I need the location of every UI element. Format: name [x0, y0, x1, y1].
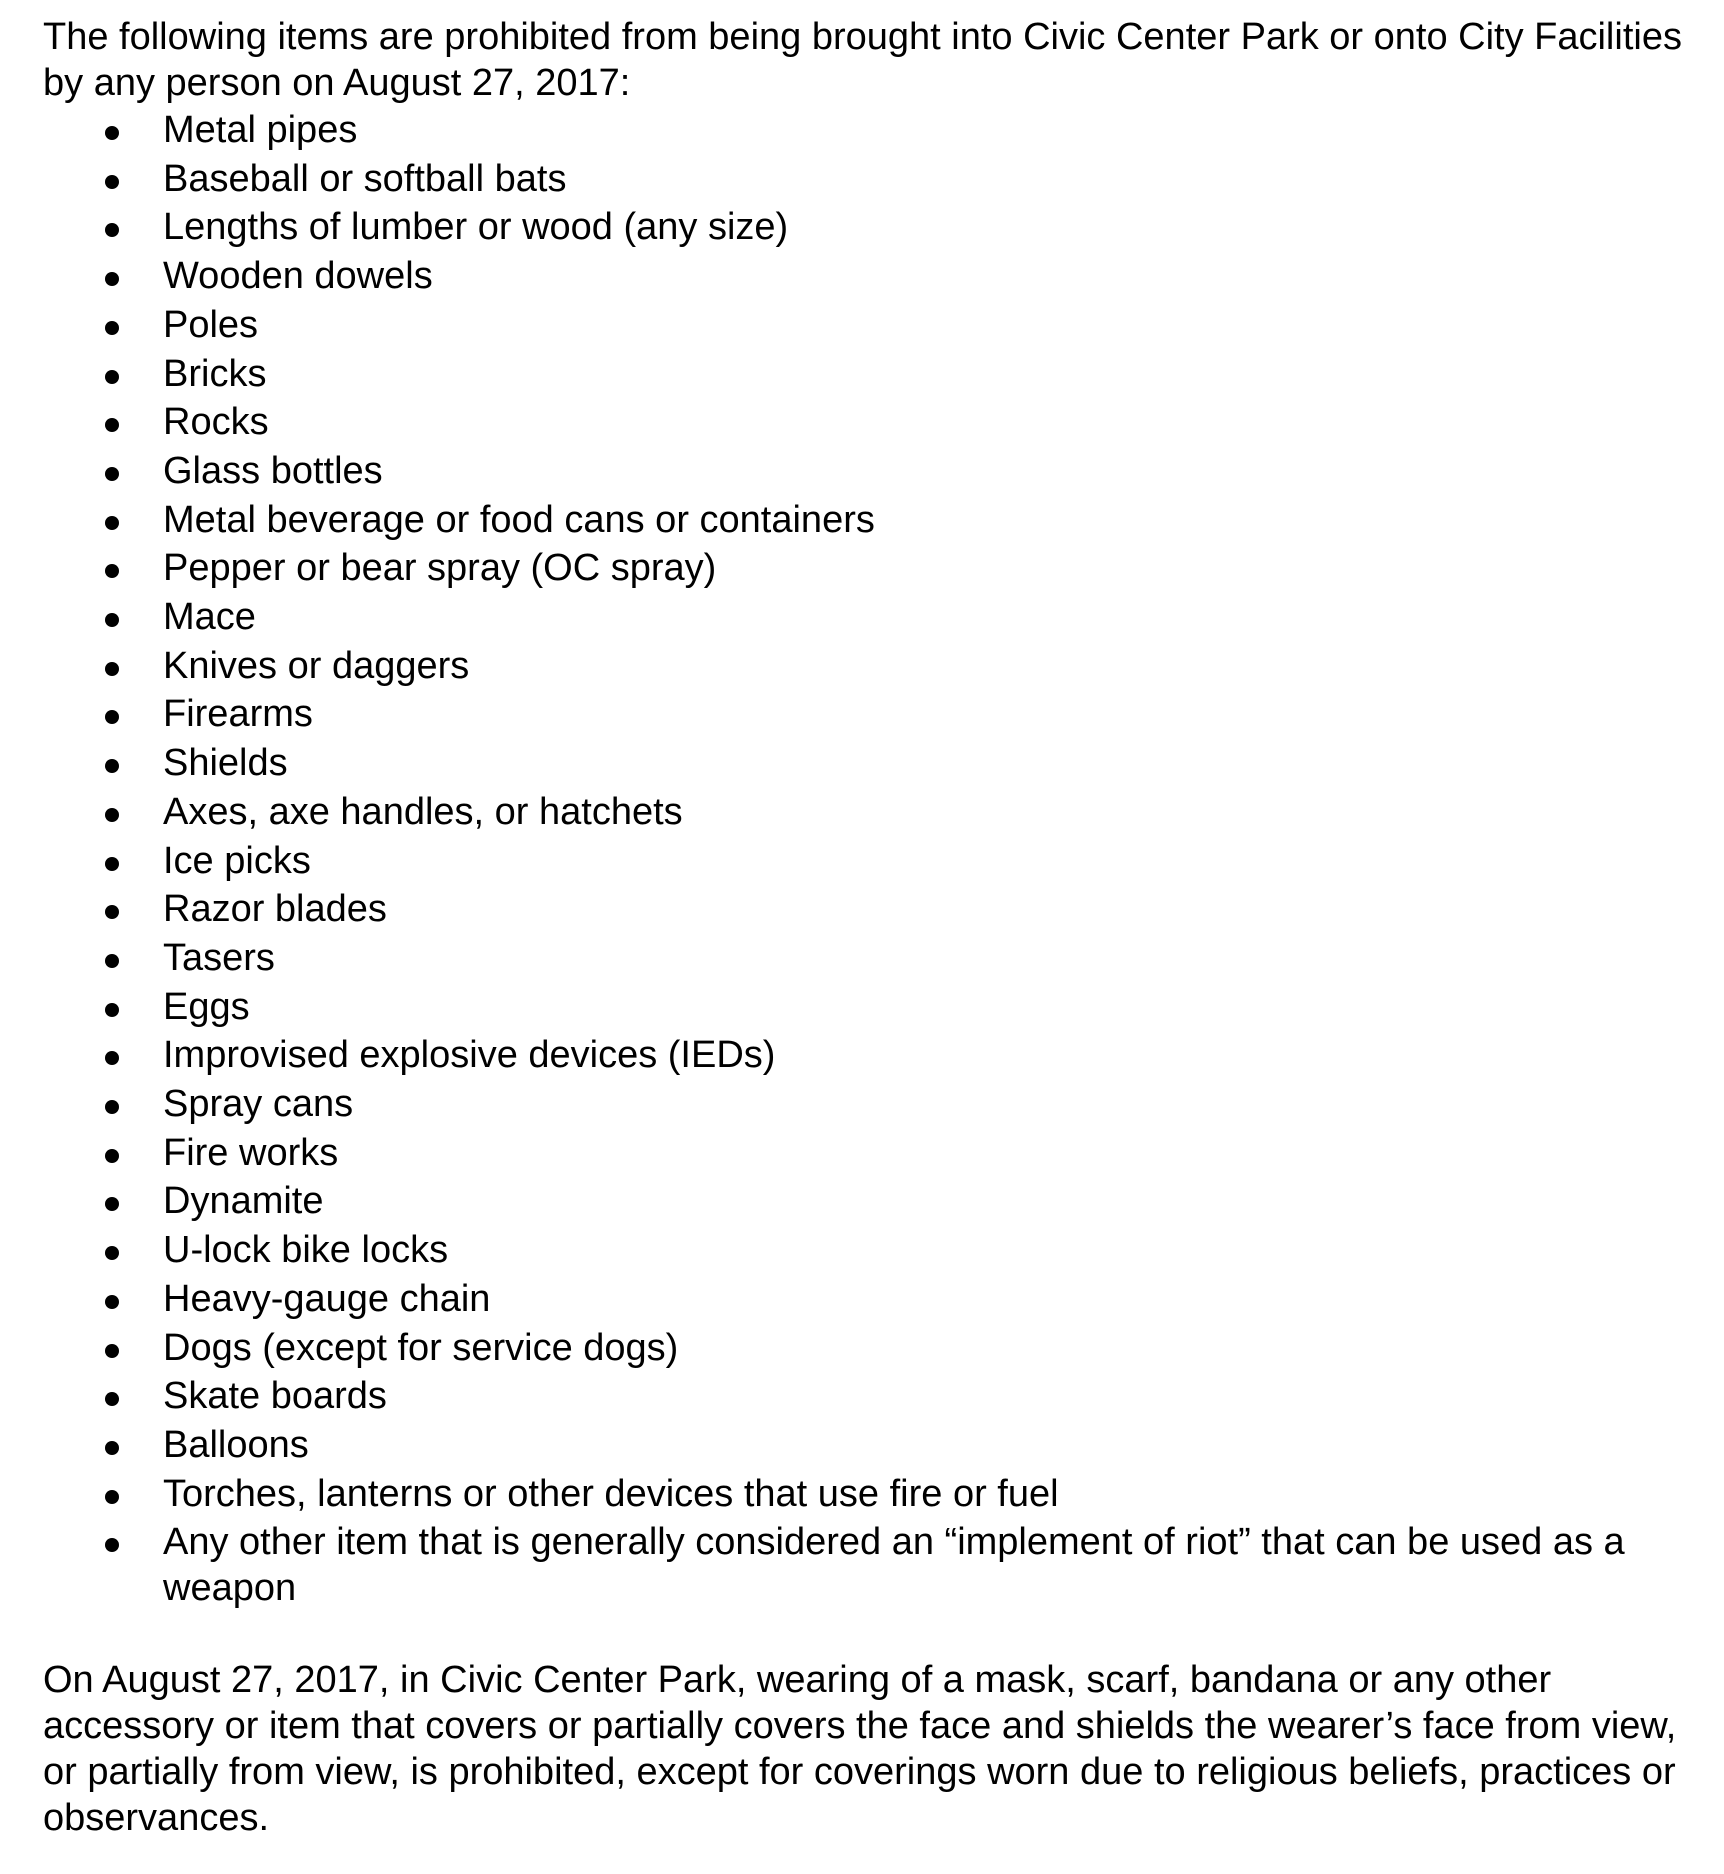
list-item	[43, 1518, 1713, 1611]
list-item	[43, 106, 1713, 155]
bullet-icon	[105, 321, 119, 335]
list-item-text: Improvised explosive devices (IEDs)	[163, 1034, 776, 1077]
list-item	[43, 1031, 1713, 1080]
bullet-icon	[105, 857, 119, 871]
list-item	[43, 642, 1713, 691]
bullet-icon	[105, 954, 119, 968]
bullet-icon	[105, 1051, 119, 1065]
bullet-icon	[105, 1295, 119, 1309]
list-item-text: Knives or daggers	[163, 644, 470, 687]
list-item-text: Metal pipes	[163, 109, 358, 151]
intro-paragraph: The following items are prohibited from being brought into Civic Center Park or onto City Facilities by any person on August 27, 2017:	[43, 16, 1682, 104]
list-item	[43, 1129, 1713, 1178]
list-item	[43, 1177, 1713, 1226]
list-item	[43, 252, 1713, 301]
list-item-text: Razor blades	[163, 888, 387, 931]
list-item	[43, 1372, 1713, 1421]
list-item	[43, 690, 1713, 739]
list-item	[43, 203, 1713, 252]
bullet-icon	[105, 1538, 119, 1552]
bullet-icon	[105, 418, 119, 432]
outro-paragraph: On August 27, 2017, in Civic Center Park, wearing of a mask, scarf, bandana or any other accessory or item that covers or partially covers the face and shields the wearer’s face from view, or partially from view, is prohibited, except for coverings worn due to religious beliefs, practices or observances.	[43, 1659, 1677, 1840]
bullet-icon	[105, 1490, 119, 1504]
list-item	[43, 934, 1713, 983]
bullet-icon	[105, 1441, 119, 1455]
list-item-text: Spray cans	[163, 1083, 354, 1126]
list-item-text: Pepper or bear spray (OC spray)	[163, 547, 717, 590]
bullet-icon	[105, 710, 119, 724]
list-item	[43, 1421, 1713, 1470]
list-item	[43, 788, 1713, 837]
list-item-text: Firearms	[163, 693, 313, 736]
list-item	[43, 983, 1713, 1032]
bullet-icon	[105, 1149, 119, 1163]
bullet-icon	[105, 1003, 119, 1017]
prohibited-items-list	[43, 106, 1683, 1611]
bullet-icon	[105, 613, 119, 627]
bullet-icon	[105, 1344, 119, 1358]
bullet-icon	[105, 759, 119, 773]
bullet-icon	[105, 370, 119, 384]
bullet-icon	[105, 126, 119, 140]
list-item	[43, 1470, 1713, 1519]
list-item-text: Eggs	[163, 985, 250, 1028]
list-item	[43, 301, 1713, 350]
list-item-text: U-lock bike locks	[163, 1229, 449, 1272]
list-item-text: Heavy-gauge chain	[163, 1277, 491, 1320]
bullet-icon	[105, 1100, 119, 1114]
list-item-text: Balloons	[163, 1423, 309, 1466]
list-item-text: Dogs (except for service dogs)	[163, 1326, 679, 1369]
bullet-icon	[105, 1392, 119, 1406]
list-item	[43, 447, 1713, 496]
list-item-text: Rocks	[163, 401, 269, 444]
list-item-text: Shields	[163, 742, 288, 785]
bullet-icon	[105, 1246, 119, 1260]
list-item	[43, 544, 1713, 593]
list-item	[43, 1080, 1713, 1129]
list-item-text: Skate boards	[163, 1375, 387, 1418]
list-item-text: Tasers	[163, 936, 275, 979]
list-item-text: Baseball or softball bats	[163, 157, 567, 200]
list-item-text: Lengths of lumber or wood (any size)	[163, 206, 789, 249]
list-item	[43, 1275, 1713, 1324]
bullet-icon	[105, 1197, 119, 1211]
list-item	[43, 155, 1713, 204]
list-item	[43, 837, 1713, 886]
bullet-icon	[105, 223, 119, 237]
list-item	[43, 496, 1713, 545]
list-item-text: Ice picks	[163, 839, 311, 882]
list-item	[43, 1324, 1713, 1373]
list-item-text: Bricks	[163, 352, 267, 395]
list-item	[43, 350, 1713, 399]
list-item-text: Fire works	[163, 1131, 339, 1174]
list-item-text: Mace	[163, 596, 256, 639]
bullet-icon	[105, 467, 119, 481]
list-item-text: Dynamite	[163, 1180, 324, 1223]
list-item-text: Poles	[163, 303, 259, 346]
bullet-icon	[105, 905, 119, 919]
document-page	[43, 14, 1683, 1841]
bullet-icon	[105, 808, 119, 822]
list-item	[43, 885, 1713, 934]
list-item	[43, 1226, 1713, 1275]
list-item	[43, 398, 1713, 447]
list-item-text: Torches, lanterns or other devices that use fire or fuel	[163, 1472, 1059, 1515]
bullet-icon	[105, 175, 119, 189]
bullet-icon	[105, 662, 119, 676]
bullet-icon	[105, 564, 119, 578]
list-item	[43, 593, 1713, 642]
list-item-text: Metal beverage or food cans or containers	[163, 498, 875, 541]
bullet-icon	[105, 272, 119, 286]
list-item-text: Glass bottles	[163, 449, 383, 492]
list-item	[43, 739, 1713, 788]
list-item-text: Any other item that is generally considered an “implement of riot” that can be used as a weapon	[163, 1521, 1625, 1610]
list-item-text: Axes, axe handles, or hatchets	[163, 790, 683, 833]
bullet-icon	[105, 516, 119, 530]
list-item-text: Wooden dowels	[163, 255, 433, 298]
